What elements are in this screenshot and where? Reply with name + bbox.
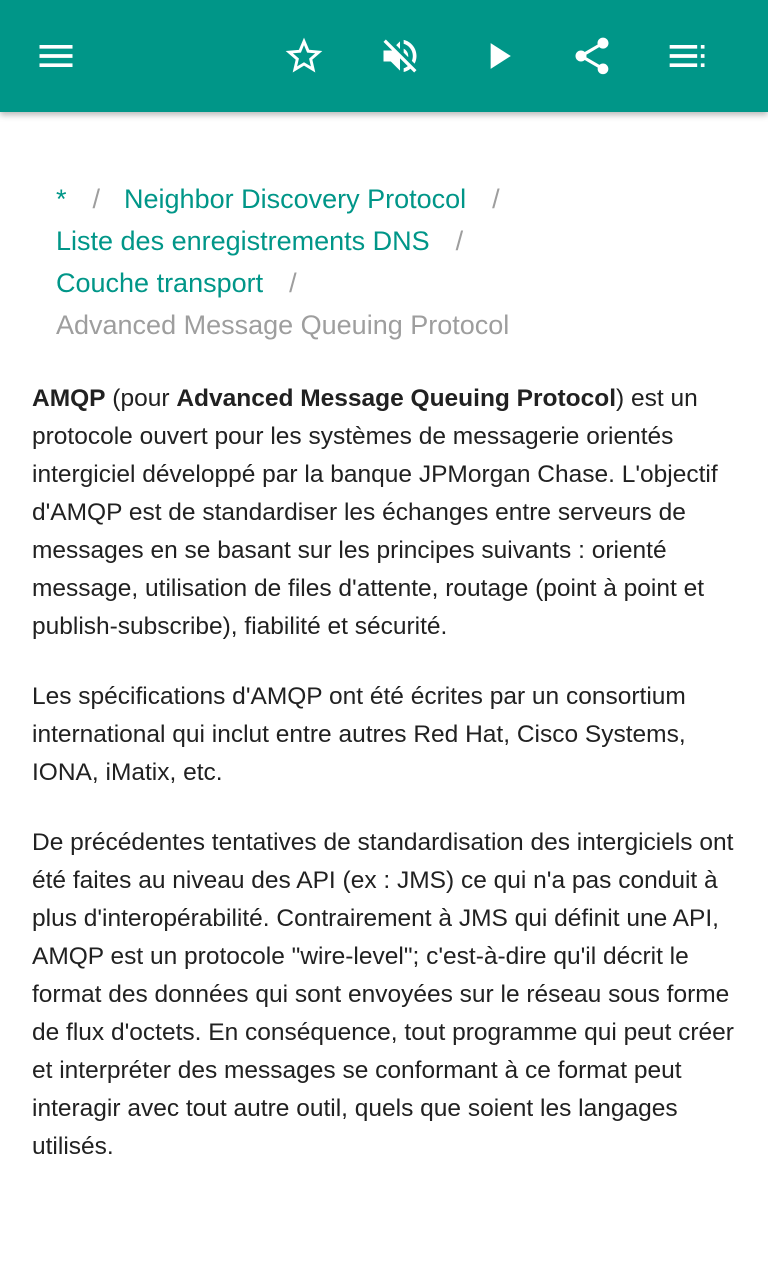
playlist-button[interactable] [660,28,716,84]
breadcrumb-separator: / [92,184,101,214]
breadcrumb [56,178,746,346]
play-icon [476,34,520,78]
article-body [32,380,744,1198]
playlist-icon [666,34,710,78]
article-paragraph: Les spécifications d'AMQP ont été écrites par un consortium international qui inclut entre autres Red Hat, Cisco Systems, IONA, iMatix, etc. [32,683,686,786]
share-button[interactable] [564,28,620,84]
breadcrumb-link-transport-layer[interactable]: Couche transport [56,268,264,298]
breadcrumb-link-neighbor-discovery[interactable]: Neighbor Discovery Protocol [124,184,467,214]
term-full-name: Advanced Message Queuing Protocol [176,385,617,412]
app-toolbar [0,0,768,112]
share-icon [570,34,614,78]
volume-off-icon [378,34,422,78]
breadcrumb-separator: / [289,268,297,298]
breadcrumb-link-root[interactable]: * [56,184,67,214]
article-paragraph [32,380,744,646]
paragraph-text: (pour [105,385,177,412]
menu-button[interactable] [28,28,84,84]
breadcrumb-current-page: Advanced Message Queuing Protocol [56,310,510,340]
term-acronym: AMQP [32,385,106,412]
star-icon [282,34,326,78]
breadcrumb-separator: / [455,226,464,256]
article-content [0,112,768,1280]
favorite-button[interactable] [276,28,332,84]
play-button[interactable] [470,28,526,84]
mute-button[interactable] [372,28,428,84]
paragraph-text: ) est un protocole ouvert pour les systèmes de messagerie orientés intergiciel développé par la banque JPMorgan Chase. L'objectif d'AMQP est de standardiser les échanges entre serveurs de messages en se basant sur les principes suivants : orienté message, utilisation de files d'attente, routage (point à point et publish-subscribe), fiabilité et sécurité. [32,385,718,640]
menu-icon [34,34,78,78]
breadcrumb-link-dns-records[interactable]: Liste des enregistrements DNS [56,226,430,256]
breadcrumb-separator: / [492,184,500,214]
article-paragraph: De précédentes tentatives de standardisation des intergiciels ont été faites au niveau des API (ex : JMS) ce qui n'a pas conduit à plus d'interopérabilité. Contrairement à JMS qui définit une API, AMQP est un protocole "wire-level"; c'est-à-dire qu'il décrit le format des données qui sont envoyées sur le réseau sous forme de flux d'octets. En conséquence, tout programme qui peut créer et interpréter des messages se conformant à ce format peut interagir avec tout autre outil, quels que soient les langages utilisés. [32,829,734,1160]
